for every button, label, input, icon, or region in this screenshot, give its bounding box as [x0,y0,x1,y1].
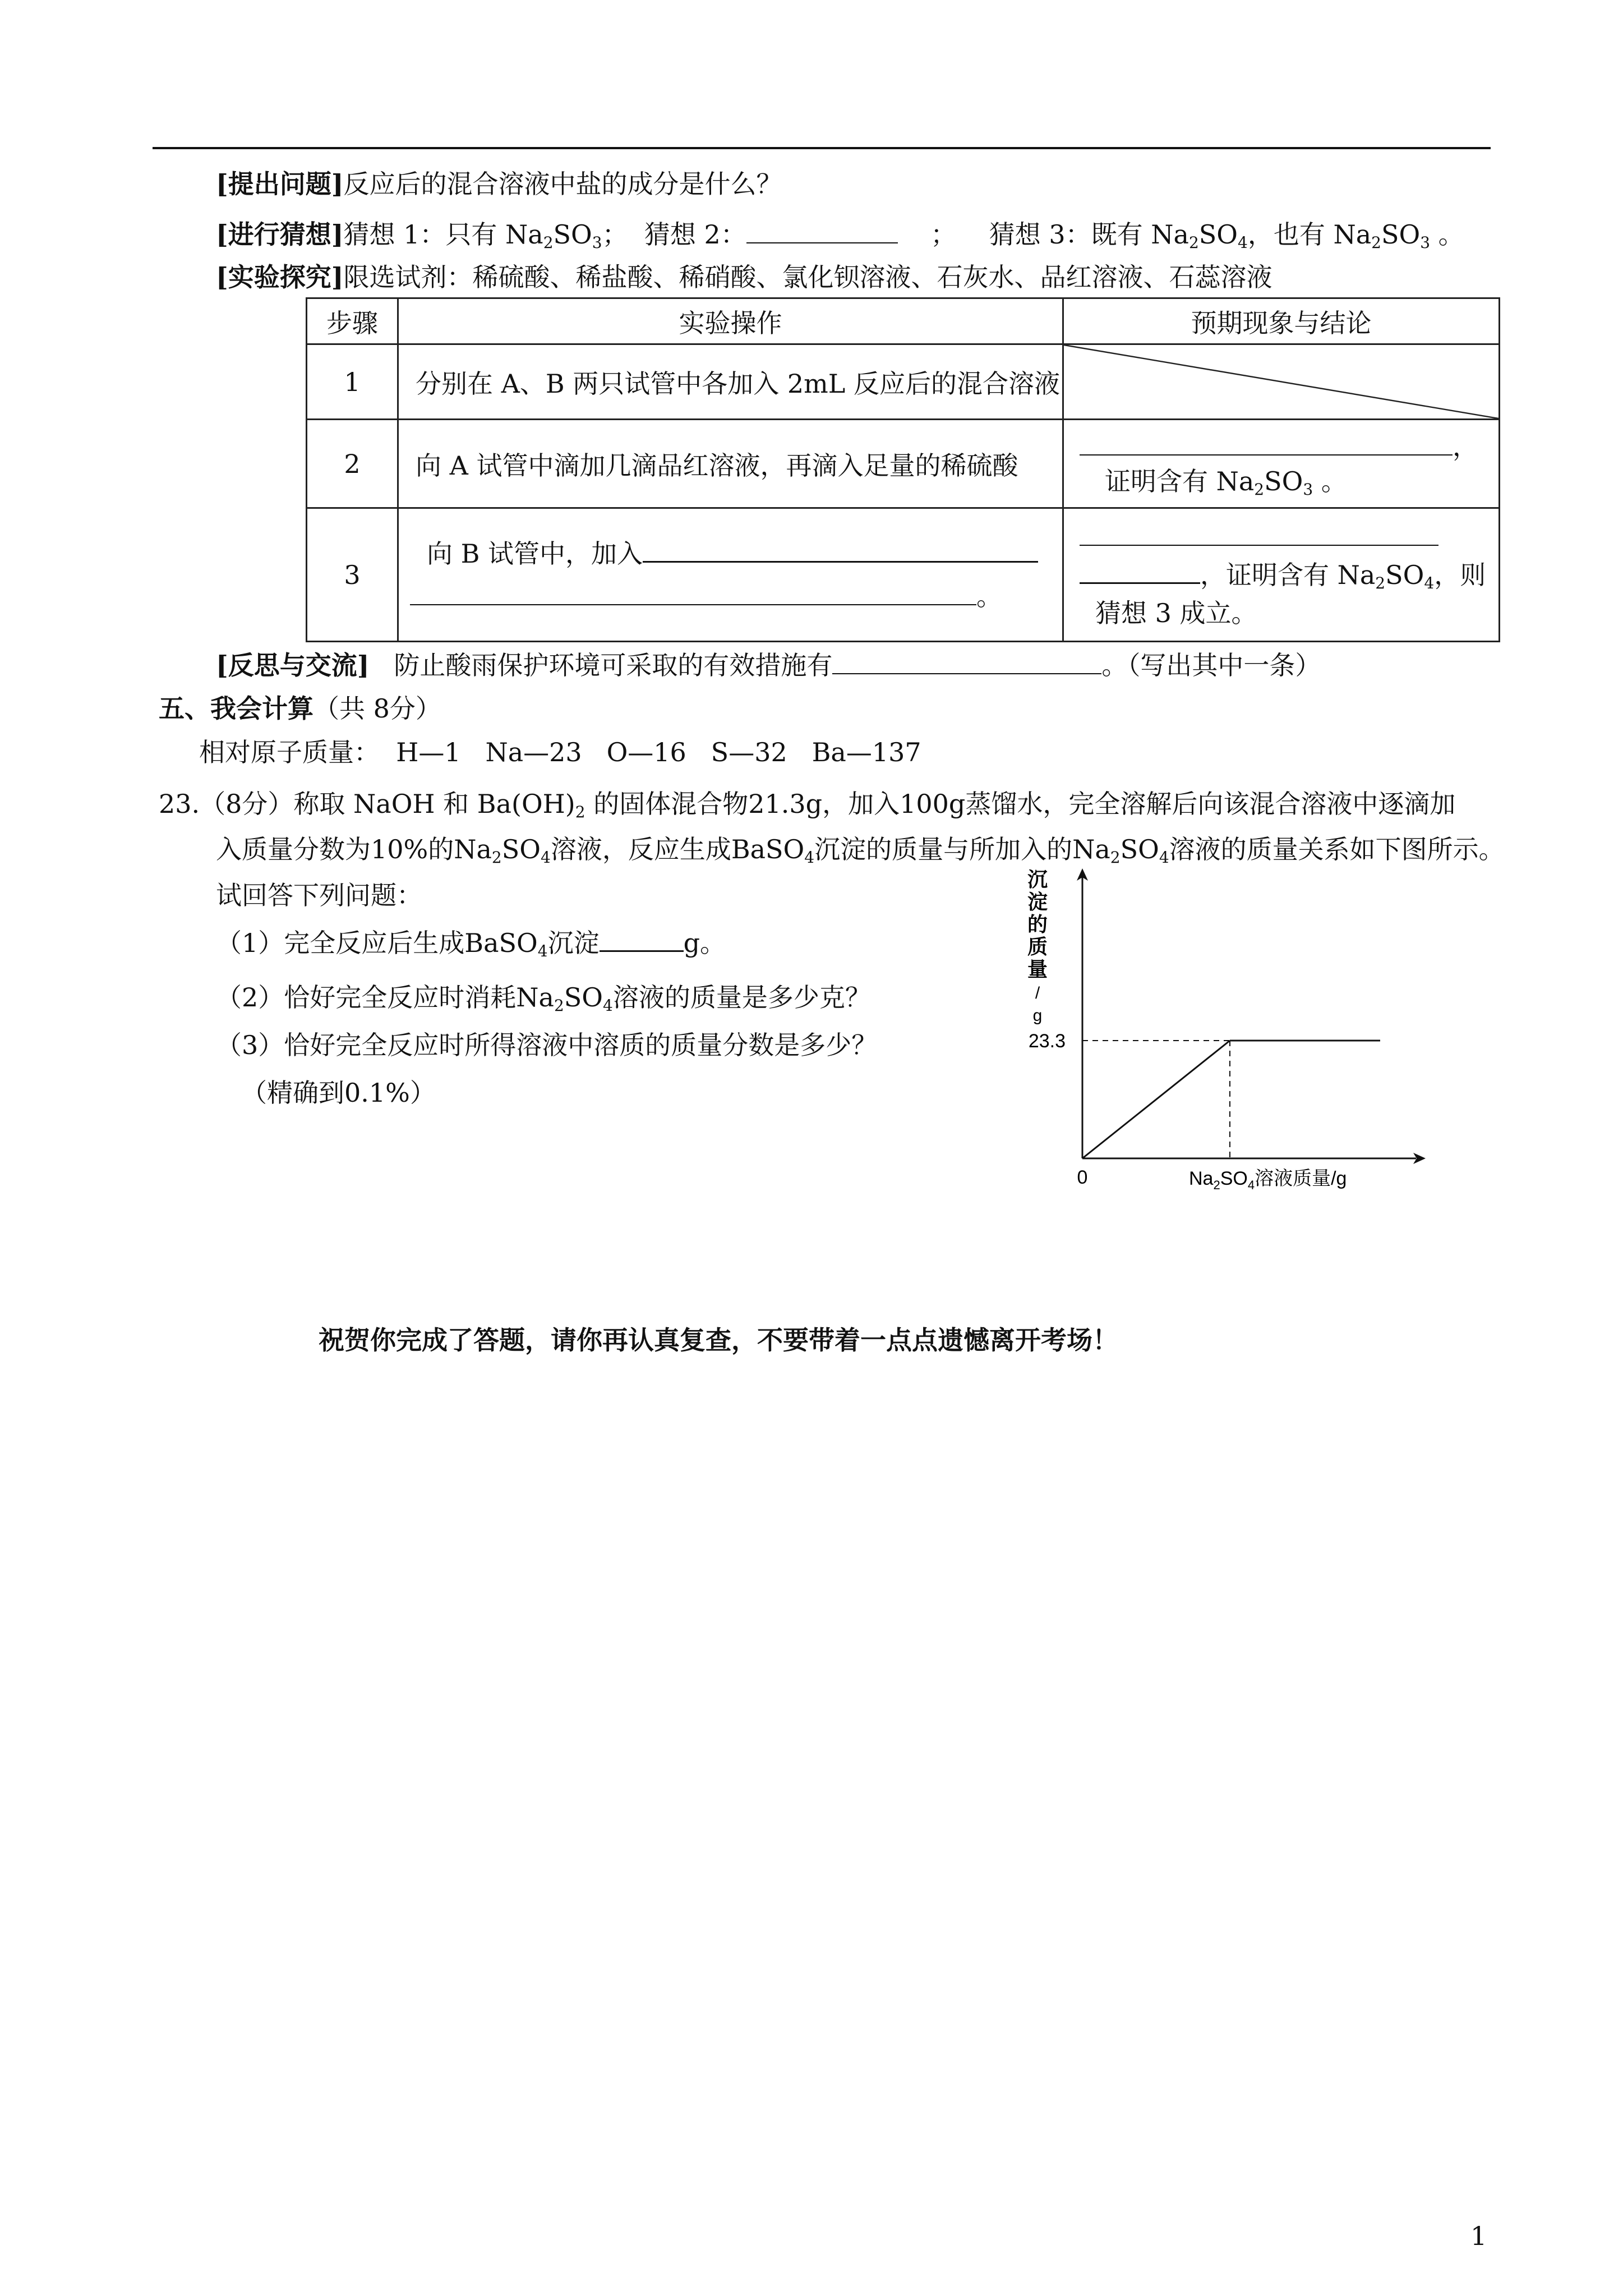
y-axis-label-char: 沉 [1027,868,1048,891]
experiment-table [306,297,1500,642]
row2-operation: 向 A 试管中滴加几滴品红溶液，再滴入足量的稀硫酸 [398,420,1063,508]
q23-sub1-blank[interactable] [600,928,684,952]
section5-heading [159,691,441,726]
reflect-label: [反思与交流] [216,650,370,680]
q23-sub1: （1）完全反应后生成BaSO$_4$沉淀 g。 [216,928,726,960]
q23-sub3: （3）恰好完全反应时所得溶液中溶质的质量分数是多少？ [216,1030,878,1060]
closing-message: 祝贺你完成了答题，请你再认真复查，不要带着一点点遗憾离开考场！ [319,1325,1118,1355]
explore-label: [实验探究] [216,262,344,292]
table-header-row [307,298,1500,344]
y-axis-label-char: g [1032,1006,1043,1025]
x-axis-label: $Na_2SO_4$溶液质量/g [1189,1168,1347,1192]
row3-reagent-blank-2[interactable] [410,582,976,605]
guess-2-blank[interactable] [746,220,898,243]
reflect-line: [反思与交流] 防止酸雨保护环境可采取的有效措施有 。（写出其中一条） [216,650,1321,680]
problem-text: 反应后的混合溶液中盐的成分是什么？ [343,169,782,199]
table-row [307,508,1500,642]
row2-result: ， 证明含有 $Na_2SO_3$ 。 [1063,420,1500,508]
series-line-rise [1082,1041,1230,1158]
row2-phenomenon-blank[interactable] [1080,432,1453,455]
atomic-mass-line: 相对原子质量： H—1 Na—23 O—16 S—32 Ba—137 [199,737,921,767]
q23-sub3-note: （精确到0.1%） [241,1078,436,1108]
q23-line3: 试回答下列问题： [216,880,422,910]
row3-result: ，证明含有 $Na_2SO_4$，则 猜想 3 成立。 [1063,508,1500,642]
row3-phenomenon-blank-1[interactable] [1080,522,1438,546]
y-axis-label-char: 量 [1027,958,1048,981]
explore-line [216,260,1272,295]
row3-operation: 向 B 试管中，加入 。 [398,508,1063,642]
q23-sub2: （2）恰好完全反应时消耗$Na_2SO_4$溶液的质量是多少克？ [216,982,871,1015]
header-operation: 实验操作 [398,298,1063,344]
row1-result [1063,344,1500,420]
y-axis-label-char: 质 [1027,935,1048,958]
q23-line2: 入质量分数为10%的$Na_2SO_4$溶液，反应生成BaSO$_4$沉淀的质量与所加入的$Na_2SO_4$溶液的质量关系如下图所示。 [216,834,1505,867]
y-tick-label: 23.3 [1028,1030,1066,1052]
table-row [307,420,1500,508]
q23-line1: 23.（8分）称取 NaOH 和 $Ba(OH)_2$ 的固体混合物21.3g，加入100g蒸馏水，完全溶解后向该混合溶液中逐滴加 [159,789,1456,821]
header-step: 步骤 [307,298,398,344]
row2-step: 2 [307,420,398,508]
row1-step: 1 [307,344,398,420]
row3-step: 3 [307,508,398,642]
table-row [307,344,1500,420]
page-number: 1 [1470,2221,1487,2251]
y-axis-label-char: 的 [1027,913,1048,936]
header-rule [153,147,1491,149]
row3-phenomenon-blank-2[interactable] [1080,560,1200,584]
origin-label: 0 [1077,1167,1088,1188]
guess-label: [进行猜想] [216,219,344,250]
reflect-blank[interactable] [832,651,1101,674]
header-result: 预期现象与结论 [1063,298,1500,344]
explore-text: 限选试剂：稀硫酸、稀盐酸、稀硝酸、氯化钡溶液、石灰水、品红溶液、石蕊溶液 [343,262,1272,292]
row1-operation: 分别在 A、B 两只试管中各加入 2mL 反应后的混合溶液 [398,344,1063,420]
problem-label: [提出问题] [216,169,344,199]
problem-line [216,167,782,201]
row1-diagonal [1064,345,1498,418]
y-axis-label-char: 淀 [1027,890,1048,913]
section5-note: （共 8分） [313,693,441,724]
row3-reagent-blank-1[interactable] [643,539,1038,563]
guess-line: [进行猜想]猜想 1：只有 $Na_2SO_3$； 猜想 2： ； 猜想 3：既有 $Na_2SO_4$，也有 $Na_2SO_3$ 。 [216,219,1464,252]
y-axis-label [1027,868,1048,1025]
y-axis-label-char: / [1035,984,1040,1002]
precipitate-mass-chart [998,864,1447,1212]
section5-title: 五、我会计算 [159,693,313,724]
